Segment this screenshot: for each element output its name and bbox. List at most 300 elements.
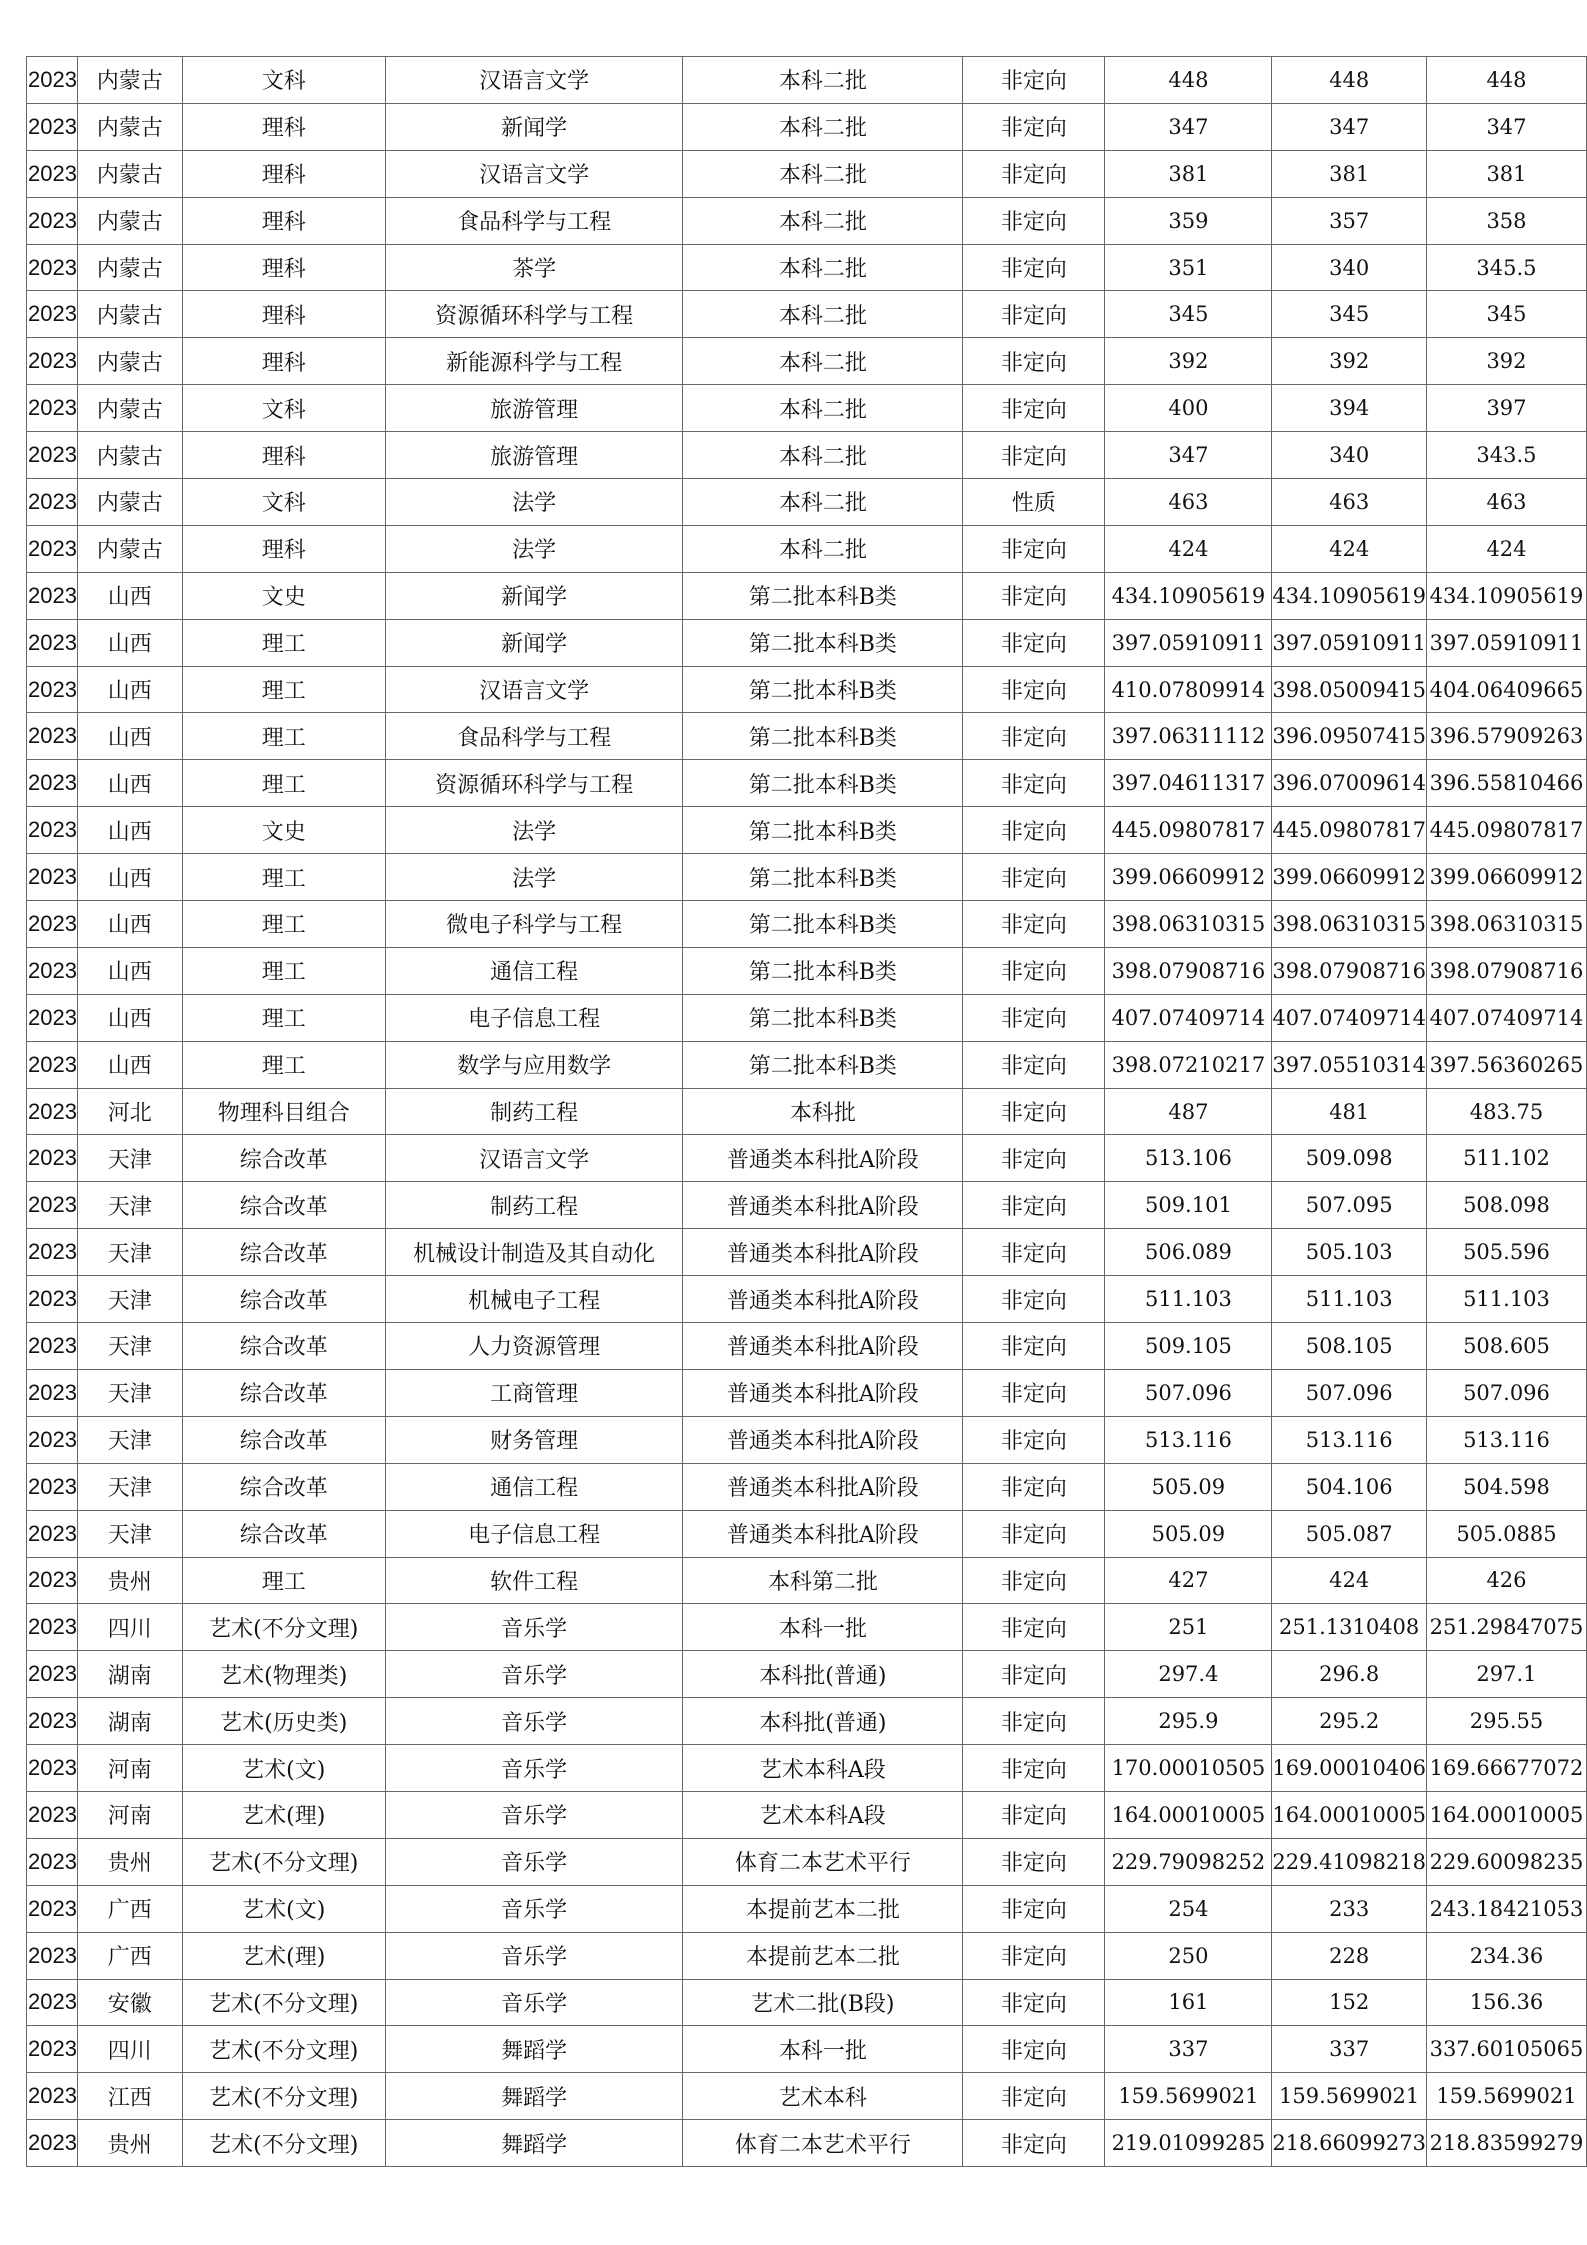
major-cell: 制药工程: [385, 1182, 682, 1229]
category-cell: 文史: [182, 572, 385, 619]
orientation-cell: 非定向: [963, 1510, 1105, 1557]
max-score-cell: 229.79098252: [1105, 1838, 1272, 1885]
table-row: [27, 57, 1587, 104]
min-score-cell: 164.00010005: [1272, 1791, 1427, 1838]
orientation-cell: 非定向: [963, 385, 1105, 432]
orientation-cell: 非定向: [963, 947, 1105, 994]
min-score-cell: 504.106: [1272, 1463, 1427, 1510]
province-cell: 山西: [77, 1041, 182, 1088]
category-cell: 艺术(不分文理): [182, 1604, 385, 1651]
max-score-cell: 347: [1105, 103, 1272, 150]
category-cell: 艺术(不分文理): [182, 2120, 385, 2167]
max-score-cell: 513.116: [1105, 1416, 1272, 1463]
avg-score-cell: 504.598: [1426, 1463, 1586, 1510]
province-cell: 山西: [77, 619, 182, 666]
table-row: [27, 994, 1587, 1041]
avg-score-cell: 347: [1426, 103, 1586, 150]
orientation-cell: 非定向: [963, 760, 1105, 807]
batch-cell: 艺术二批(B段): [683, 1979, 963, 2026]
major-cell: 舞蹈学: [385, 2073, 682, 2120]
category-cell: 理科: [182, 338, 385, 385]
batch-cell: 艺术本科A段: [683, 1745, 963, 1792]
batch-cell: 普通类本科批A阶段: [683, 1229, 963, 1276]
year-cell: 2023: [27, 1838, 78, 1885]
avg-score-cell: 358: [1426, 197, 1586, 244]
major-cell: 资源循环科学与工程: [385, 760, 682, 807]
province-cell: 内蒙古: [77, 525, 182, 572]
province-cell: 山西: [77, 854, 182, 901]
batch-cell: 普通类本科批A阶段: [683, 1369, 963, 1416]
category-cell: 综合改革: [182, 1135, 385, 1182]
table-row: [27, 713, 1587, 760]
category-cell: 综合改革: [182, 1323, 385, 1370]
max-score-cell: 392: [1105, 338, 1272, 385]
province-cell: 山西: [77, 807, 182, 854]
year-cell: 2023: [27, 1885, 78, 1932]
max-score-cell: 448: [1105, 57, 1272, 104]
major-cell: 汉语言文学: [385, 666, 682, 713]
avg-score-cell: 407.07409714: [1426, 994, 1586, 1041]
year-cell: 2023: [27, 1604, 78, 1651]
year-cell: 2023: [27, 1791, 78, 1838]
batch-cell: 本科批: [683, 1088, 963, 1135]
avg-score-cell: 251.29847075: [1426, 1604, 1586, 1651]
orientation-cell: 非定向: [963, 1745, 1105, 1792]
avg-score-cell: 508.098: [1426, 1182, 1586, 1229]
province-cell: 四川: [77, 2026, 182, 2073]
batch-cell: 普通类本科批A阶段: [683, 1463, 963, 1510]
category-cell: 理工: [182, 901, 385, 948]
min-score-cell: 169.00010406: [1272, 1745, 1427, 1792]
max-score-cell: 399.06609912: [1105, 854, 1272, 901]
major-cell: 食品科学与工程: [385, 713, 682, 760]
year-cell: 2023: [27, 947, 78, 994]
min-score-cell: 508.105: [1272, 1323, 1427, 1370]
major-cell: 音乐学: [385, 1698, 682, 1745]
major-cell: 音乐学: [385, 1885, 682, 1932]
avg-score-cell: 505.0885: [1426, 1510, 1586, 1557]
batch-cell: 本科二批: [683, 57, 963, 104]
table-row: [27, 1651, 1587, 1698]
avg-score-cell: 295.55: [1426, 1698, 1586, 1745]
year-cell: 2023: [27, 103, 78, 150]
category-cell: 理科: [182, 291, 385, 338]
major-cell: 音乐学: [385, 1745, 682, 1792]
table-row: [27, 291, 1587, 338]
major-cell: 机械设计制造及其自动化: [385, 1229, 682, 1276]
province-cell: 天津: [77, 1510, 182, 1557]
avg-score-cell: 511.102: [1426, 1135, 1586, 1182]
table-row: [27, 572, 1587, 619]
orientation-cell: 非定向: [963, 994, 1105, 1041]
year-cell: 2023: [27, 150, 78, 197]
batch-cell: 本科二批: [683, 291, 963, 338]
province-cell: 湖南: [77, 1651, 182, 1698]
year-cell: 2023: [27, 666, 78, 713]
major-cell: 通信工程: [385, 947, 682, 994]
min-score-cell: 397.05510314: [1272, 1041, 1427, 1088]
min-score-cell: 337: [1272, 2026, 1427, 2073]
province-cell: 贵州: [77, 1557, 182, 1604]
major-cell: 舞蹈学: [385, 2120, 682, 2167]
batch-cell: 第二批本科B类: [683, 854, 963, 901]
max-score-cell: 407.07409714: [1105, 994, 1272, 1041]
major-cell: 音乐学: [385, 1604, 682, 1651]
batch-cell: 本科二批: [683, 525, 963, 572]
min-score-cell: 218.66099273: [1272, 2120, 1427, 2167]
major-cell: 新闻学: [385, 572, 682, 619]
min-score-cell: 296.8: [1272, 1651, 1427, 1698]
avg-score-cell: 404.06409665: [1426, 666, 1586, 713]
min-score-cell: 381: [1272, 150, 1427, 197]
max-score-cell: 251: [1105, 1604, 1272, 1651]
category-cell: 艺术(不分文理): [182, 2026, 385, 2073]
year-cell: 2023: [27, 1557, 78, 1604]
avg-score-cell: 218.83599279: [1426, 2120, 1586, 2167]
min-score-cell: 399.06609912: [1272, 854, 1427, 901]
province-cell: 内蒙古: [77, 385, 182, 432]
year-cell: 2023: [27, 1979, 78, 2026]
major-cell: 音乐学: [385, 1932, 682, 1979]
category-cell: 艺术(理): [182, 1791, 385, 1838]
avg-score-cell: 343.5: [1426, 432, 1586, 479]
major-cell: 食品科学与工程: [385, 197, 682, 244]
batch-cell: 普通类本科批A阶段: [683, 1323, 963, 1370]
category-cell: 理工: [182, 854, 385, 901]
table-row: [27, 1604, 1587, 1651]
avg-score-cell: 398.07908716: [1426, 947, 1586, 994]
year-cell: 2023: [27, 244, 78, 291]
avg-score-cell: 164.00010005: [1426, 1791, 1586, 1838]
table-row: [27, 1932, 1587, 1979]
min-score-cell: 340: [1272, 244, 1427, 291]
batch-cell: 本科二批: [683, 103, 963, 150]
category-cell: 艺术(历史类): [182, 1698, 385, 1745]
category-cell: 综合改革: [182, 1463, 385, 1510]
avg-score-cell: 513.116: [1426, 1416, 1586, 1463]
avg-score-cell: 483.75: [1426, 1088, 1586, 1135]
batch-cell: 本科一批: [683, 1604, 963, 1651]
year-cell: 2023: [27, 1182, 78, 1229]
province-cell: 天津: [77, 1463, 182, 1510]
major-cell: 人力资源管理: [385, 1323, 682, 1370]
year-cell: 2023: [27, 2073, 78, 2120]
orientation-cell: 非定向: [963, 1276, 1105, 1323]
max-score-cell: 398.07908716: [1105, 947, 1272, 994]
orientation-cell: 非定向: [963, 1838, 1105, 1885]
batch-cell: 本科批(普通): [683, 1698, 963, 1745]
orientation-cell: 非定向: [963, 2026, 1105, 2073]
table-row: [27, 760, 1587, 807]
max-score-cell: 170.00010505: [1105, 1745, 1272, 1792]
category-cell: 综合改革: [182, 1416, 385, 1463]
province-cell: 天津: [77, 1369, 182, 1416]
table-row: [27, 1885, 1587, 1932]
avg-score-cell: 426: [1426, 1557, 1586, 1604]
category-cell: 理科: [182, 244, 385, 291]
major-cell: 音乐学: [385, 1791, 682, 1838]
max-score-cell: 161: [1105, 1979, 1272, 2026]
max-score-cell: 505.09: [1105, 1510, 1272, 1557]
major-cell: 旅游管理: [385, 385, 682, 432]
table-row: [27, 1323, 1587, 1370]
province-cell: 天津: [77, 1276, 182, 1323]
avg-score-cell: 156.36: [1426, 1979, 1586, 2026]
year-cell: 2023: [27, 1745, 78, 1792]
province-cell: 内蒙古: [77, 197, 182, 244]
min-score-cell: 424: [1272, 525, 1427, 572]
table-row: [27, 525, 1587, 572]
province-cell: 天津: [77, 1182, 182, 1229]
province-cell: 山西: [77, 901, 182, 948]
orientation-cell: 非定向: [963, 1791, 1105, 1838]
province-cell: 天津: [77, 1416, 182, 1463]
min-score-cell: 152: [1272, 1979, 1427, 2026]
category-cell: 文科: [182, 57, 385, 104]
year-cell: 2023: [27, 338, 78, 385]
category-cell: 理工: [182, 1041, 385, 1088]
table-row: [27, 385, 1587, 432]
category-cell: 理科: [182, 103, 385, 150]
max-score-cell: 434.10905619: [1105, 572, 1272, 619]
major-cell: 舞蹈学: [385, 2026, 682, 2073]
year-cell: 2023: [27, 1088, 78, 1135]
year-cell: 2023: [27, 1416, 78, 1463]
year-cell: 2023: [27, 713, 78, 760]
batch-cell: 本科二批: [683, 244, 963, 291]
table-row: [27, 197, 1587, 244]
avg-score-cell: 397.56360265: [1426, 1041, 1586, 1088]
province-cell: 山西: [77, 947, 182, 994]
avg-score-cell: 229.60098235: [1426, 1838, 1586, 1885]
major-cell: 汉语言文学: [385, 57, 682, 104]
batch-cell: 普通类本科批A阶段: [683, 1135, 963, 1182]
orientation-cell: 非定向: [963, 1557, 1105, 1604]
min-score-cell: 424: [1272, 1557, 1427, 1604]
year-cell: 2023: [27, 1041, 78, 1088]
avg-score-cell: 396.57909263: [1426, 713, 1586, 760]
max-score-cell: 159.5699021: [1105, 2073, 1272, 2120]
category-cell: 综合改革: [182, 1229, 385, 1276]
table-row: [27, 1135, 1587, 1182]
batch-cell: 本科二批: [683, 432, 963, 479]
table-row: [27, 338, 1587, 385]
max-score-cell: 297.4: [1105, 1651, 1272, 1698]
major-cell: 电子信息工程: [385, 994, 682, 1041]
min-score-cell: 159.5699021: [1272, 2073, 1427, 2120]
avg-score-cell: 448: [1426, 57, 1586, 104]
max-score-cell: 427: [1105, 1557, 1272, 1604]
min-score-cell: 233: [1272, 1885, 1427, 1932]
min-score-cell: 505.103: [1272, 1229, 1427, 1276]
province-cell: 湖南: [77, 1698, 182, 1745]
batch-cell: 第二批本科B类: [683, 713, 963, 760]
avg-score-cell: 398.06310315: [1426, 901, 1586, 948]
year-cell: 2023: [27, 901, 78, 948]
min-score-cell: 396.09507415: [1272, 713, 1427, 760]
max-score-cell: 347: [1105, 432, 1272, 479]
orientation-cell: 非定向: [963, 1651, 1105, 1698]
batch-cell: 本科二批: [683, 197, 963, 244]
avg-score-cell: 297.1: [1426, 1651, 1586, 1698]
avg-score-cell: 392: [1426, 338, 1586, 385]
min-score-cell: 396.07009614: [1272, 760, 1427, 807]
orientation-cell: 性质: [963, 479, 1105, 526]
province-cell: 天津: [77, 1229, 182, 1276]
max-score-cell: 463: [1105, 479, 1272, 526]
orientation-cell: 非定向: [963, 197, 1105, 244]
major-cell: 电子信息工程: [385, 1510, 682, 1557]
max-score-cell: 509.105: [1105, 1323, 1272, 1370]
province-cell: 内蒙古: [77, 57, 182, 104]
major-cell: 法学: [385, 479, 682, 526]
category-cell: 理工: [182, 994, 385, 1041]
province-cell: 江西: [77, 2073, 182, 2120]
province-cell: 河南: [77, 1745, 182, 1792]
max-score-cell: 400: [1105, 385, 1272, 432]
orientation-cell: 非定向: [963, 244, 1105, 291]
table-row: [27, 2073, 1587, 2120]
max-score-cell: 381: [1105, 150, 1272, 197]
table-row: [27, 2026, 1587, 2073]
avg-score-cell: 397.05910911: [1426, 619, 1586, 666]
province-cell: 内蒙古: [77, 338, 182, 385]
batch-cell: 普通类本科批A阶段: [683, 1182, 963, 1229]
province-cell: 河北: [77, 1088, 182, 1135]
category-cell: 理工: [182, 760, 385, 807]
avg-score-cell: 508.605: [1426, 1323, 1586, 1370]
province-cell: 内蒙古: [77, 244, 182, 291]
orientation-cell: 非定向: [963, 1229, 1105, 1276]
province-cell: 天津: [77, 1135, 182, 1182]
orientation-cell: 非定向: [963, 1932, 1105, 1979]
province-cell: 山西: [77, 713, 182, 760]
orientation-cell: 非定向: [963, 1323, 1105, 1370]
major-cell: 财务管理: [385, 1416, 682, 1463]
min-score-cell: 481: [1272, 1088, 1427, 1135]
province-cell: 内蒙古: [77, 479, 182, 526]
year-cell: 2023: [27, 1698, 78, 1745]
min-score-cell: 509.098: [1272, 1135, 1427, 1182]
table-row: [27, 619, 1587, 666]
orientation-cell: 非定向: [963, 1088, 1105, 1135]
batch-cell: 本科二批: [683, 479, 963, 526]
category-cell: 文科: [182, 479, 385, 526]
min-score-cell: 507.096: [1272, 1369, 1427, 1416]
max-score-cell: 397.05910911: [1105, 619, 1272, 666]
year-cell: 2023: [27, 432, 78, 479]
category-cell: 理科: [182, 197, 385, 244]
province-cell: 广西: [77, 1885, 182, 1932]
category-cell: 文史: [182, 807, 385, 854]
orientation-cell: 非定向: [963, 2073, 1105, 2120]
min-score-cell: 357: [1272, 197, 1427, 244]
min-score-cell: 398.05009415: [1272, 666, 1427, 713]
major-cell: 通信工程: [385, 1463, 682, 1510]
province-cell: 内蒙古: [77, 432, 182, 479]
orientation-cell: 非定向: [963, 1979, 1105, 2026]
orientation-cell: 非定向: [963, 57, 1105, 104]
batch-cell: 第二批本科B类: [683, 572, 963, 619]
major-cell: 茶学: [385, 244, 682, 291]
max-score-cell: 445.09807817: [1105, 807, 1272, 854]
major-cell: 微电子科学与工程: [385, 901, 682, 948]
max-score-cell: 164.00010005: [1105, 1791, 1272, 1838]
min-score-cell: 448: [1272, 57, 1427, 104]
year-cell: 2023: [27, 1463, 78, 1510]
table-row: [27, 807, 1587, 854]
min-score-cell: 295.2: [1272, 1698, 1427, 1745]
min-score-cell: 347: [1272, 103, 1427, 150]
table-row: [27, 901, 1587, 948]
major-cell: 数学与应用数学: [385, 1041, 682, 1088]
max-score-cell: 295.9: [1105, 1698, 1272, 1745]
table-row: [27, 1276, 1587, 1323]
batch-cell: 本提前艺本二批: [683, 1932, 963, 1979]
year-cell: 2023: [27, 1229, 78, 1276]
major-cell: 法学: [385, 807, 682, 854]
batch-cell: 体育二本艺术平行: [683, 2120, 963, 2167]
table-row: [27, 1698, 1587, 1745]
orientation-cell: 非定向: [963, 901, 1105, 948]
max-score-cell: 345: [1105, 291, 1272, 338]
max-score-cell: 219.01099285: [1105, 2120, 1272, 2167]
avg-score-cell: 345: [1426, 291, 1586, 338]
batch-cell: 艺术本科A段: [683, 1791, 963, 1838]
category-cell: 理工: [182, 713, 385, 760]
table-row: [27, 2120, 1587, 2167]
orientation-cell: 非定向: [963, 854, 1105, 901]
province-cell: 天津: [77, 1323, 182, 1370]
major-cell: 汉语言文学: [385, 150, 682, 197]
avg-score-cell: 397: [1426, 385, 1586, 432]
orientation-cell: 非定向: [963, 1182, 1105, 1229]
table-row: [27, 1979, 1587, 2026]
batch-cell: 本科二批: [683, 385, 963, 432]
min-score-cell: 407.07409714: [1272, 994, 1427, 1041]
max-score-cell: 505.09: [1105, 1463, 1272, 1510]
max-score-cell: 509.101: [1105, 1182, 1272, 1229]
table-row: [27, 103, 1587, 150]
min-score-cell: 507.095: [1272, 1182, 1427, 1229]
year-cell: 2023: [27, 1323, 78, 1370]
year-cell: 2023: [27, 291, 78, 338]
max-score-cell: 511.103: [1105, 1276, 1272, 1323]
province-cell: 广西: [77, 1932, 182, 1979]
table-row: [27, 244, 1587, 291]
batch-cell: 第二批本科B类: [683, 994, 963, 1041]
min-score-cell: 505.087: [1272, 1510, 1427, 1557]
orientation-cell: 非定向: [963, 1135, 1105, 1182]
major-cell: 法学: [385, 854, 682, 901]
max-score-cell: 487: [1105, 1088, 1272, 1135]
orientation-cell: 非定向: [963, 666, 1105, 713]
max-score-cell: 507.096: [1105, 1369, 1272, 1416]
major-cell: 制药工程: [385, 1088, 682, 1135]
category-cell: 物理科目组合: [182, 1088, 385, 1135]
category-cell: 理科: [182, 525, 385, 572]
year-cell: 2023: [27, 479, 78, 526]
major-cell: 资源循环科学与工程: [385, 291, 682, 338]
category-cell: 理工: [182, 1557, 385, 1604]
orientation-cell: 非定向: [963, 432, 1105, 479]
year-cell: 2023: [27, 525, 78, 572]
batch-cell: 普通类本科批A阶段: [683, 1510, 963, 1557]
province-cell: 内蒙古: [77, 291, 182, 338]
max-score-cell: 351: [1105, 244, 1272, 291]
province-cell: 内蒙古: [77, 103, 182, 150]
major-cell: 工商管理: [385, 1369, 682, 1416]
